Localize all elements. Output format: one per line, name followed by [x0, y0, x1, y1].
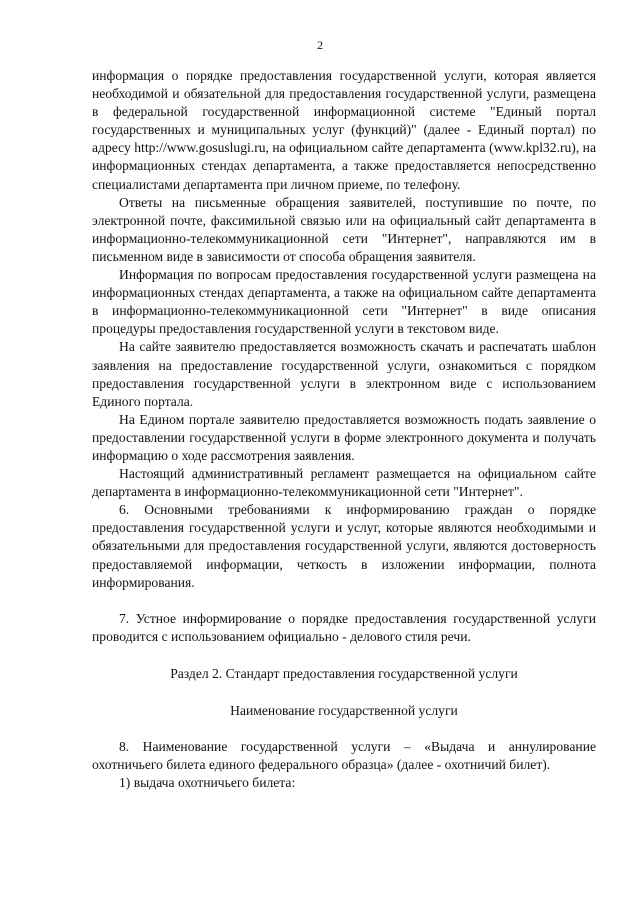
paragraph-8-item-1: 1) выдача охотничьего билета: — [119, 775, 296, 791]
paragraph-written-responses: Ответы на письменные обращения заявителей, поступившие по почте, по электронной почте, факсимильной связью или на официальный сайт департамента в информационно-телекоммуникационной сети "Интернет", направляются им в письменном виде в зависимости от способа обращения заявителя. — [92, 194, 596, 264]
paragraph-regulation-placement: Настоящий административный регламент размещается на официальном сайте департамента в информационно-телекоммуникационной сети "Интернет". — [92, 466, 596, 500]
subsection-heading: Наименование государственной услуги — [230, 703, 458, 718]
paragraph-7-oral-info: 7. Устное информирование о порядке предоставления государственной услуги проводится с использованием официально - делового стиля речи. — [92, 610, 596, 644]
paragraph-8-service-name: 8. Наименование государственной услуги – «Выдача и аннулирование охотничьего билета единого федерального образца» (далее - охотничий билет). — [92, 739, 596, 773]
paragraph-info-placement: информация о порядке предоставления государственной услуги, которая является необходимой и обязательной для предоставления государственной услуги, размещена в федеральной государственной информационной системе "Единый портал государственных и муниципальных услуг (функций)" (далее - Единый портал) по адресу http://www.gosuslugi.ru, на официальном сайте департамента (www.kpl32.ru), на информационных стендах департамента, а также предоставляется непосредственно специалистами департамента при личном приеме, по телефону. — [92, 68, 596, 192]
paragraph-unified-portal: На Едином портале заявителю предоставляется возможность подать заявление о предоставлении государственной услуги в форме электронного документа и получать информацию о ходе рассмотрения заявления. — [92, 411, 596, 463]
document-body — [92, 67, 596, 792]
paragraph-site-template: На сайте заявителю предоставляется возможность скачать и распечатать шаблон заявления на предоставление государственной услуги, ознакомиться с порядком предоставления государственной услуги в электронном виде с использованием Единого портала. — [92, 339, 596, 409]
paragraph-info-stands: Информация по вопросам предоставления государственной услуги размещена на информационных стендах департамента, а также на официальном сайте департамента в информационно-телекоммуникационной сети "Интернет" в виде описания процедуры предоставления государственной услуги в текстовом виде. — [92, 267, 596, 337]
page-number: 2 — [317, 38, 323, 52]
paragraph-6-requirements: 6. Основными требованиями к информированию граждан о порядке предоставления государственной услуги и услуг, которые являются необходимыми и обязательными для предоставления государственной услуги, являются достоверность предоставляемой информации, четкость в изложении информации, полнота информирования. — [92, 502, 596, 590]
section-heading: Раздел 2. Стандарт предоставления государственной услуги — [170, 665, 518, 681]
